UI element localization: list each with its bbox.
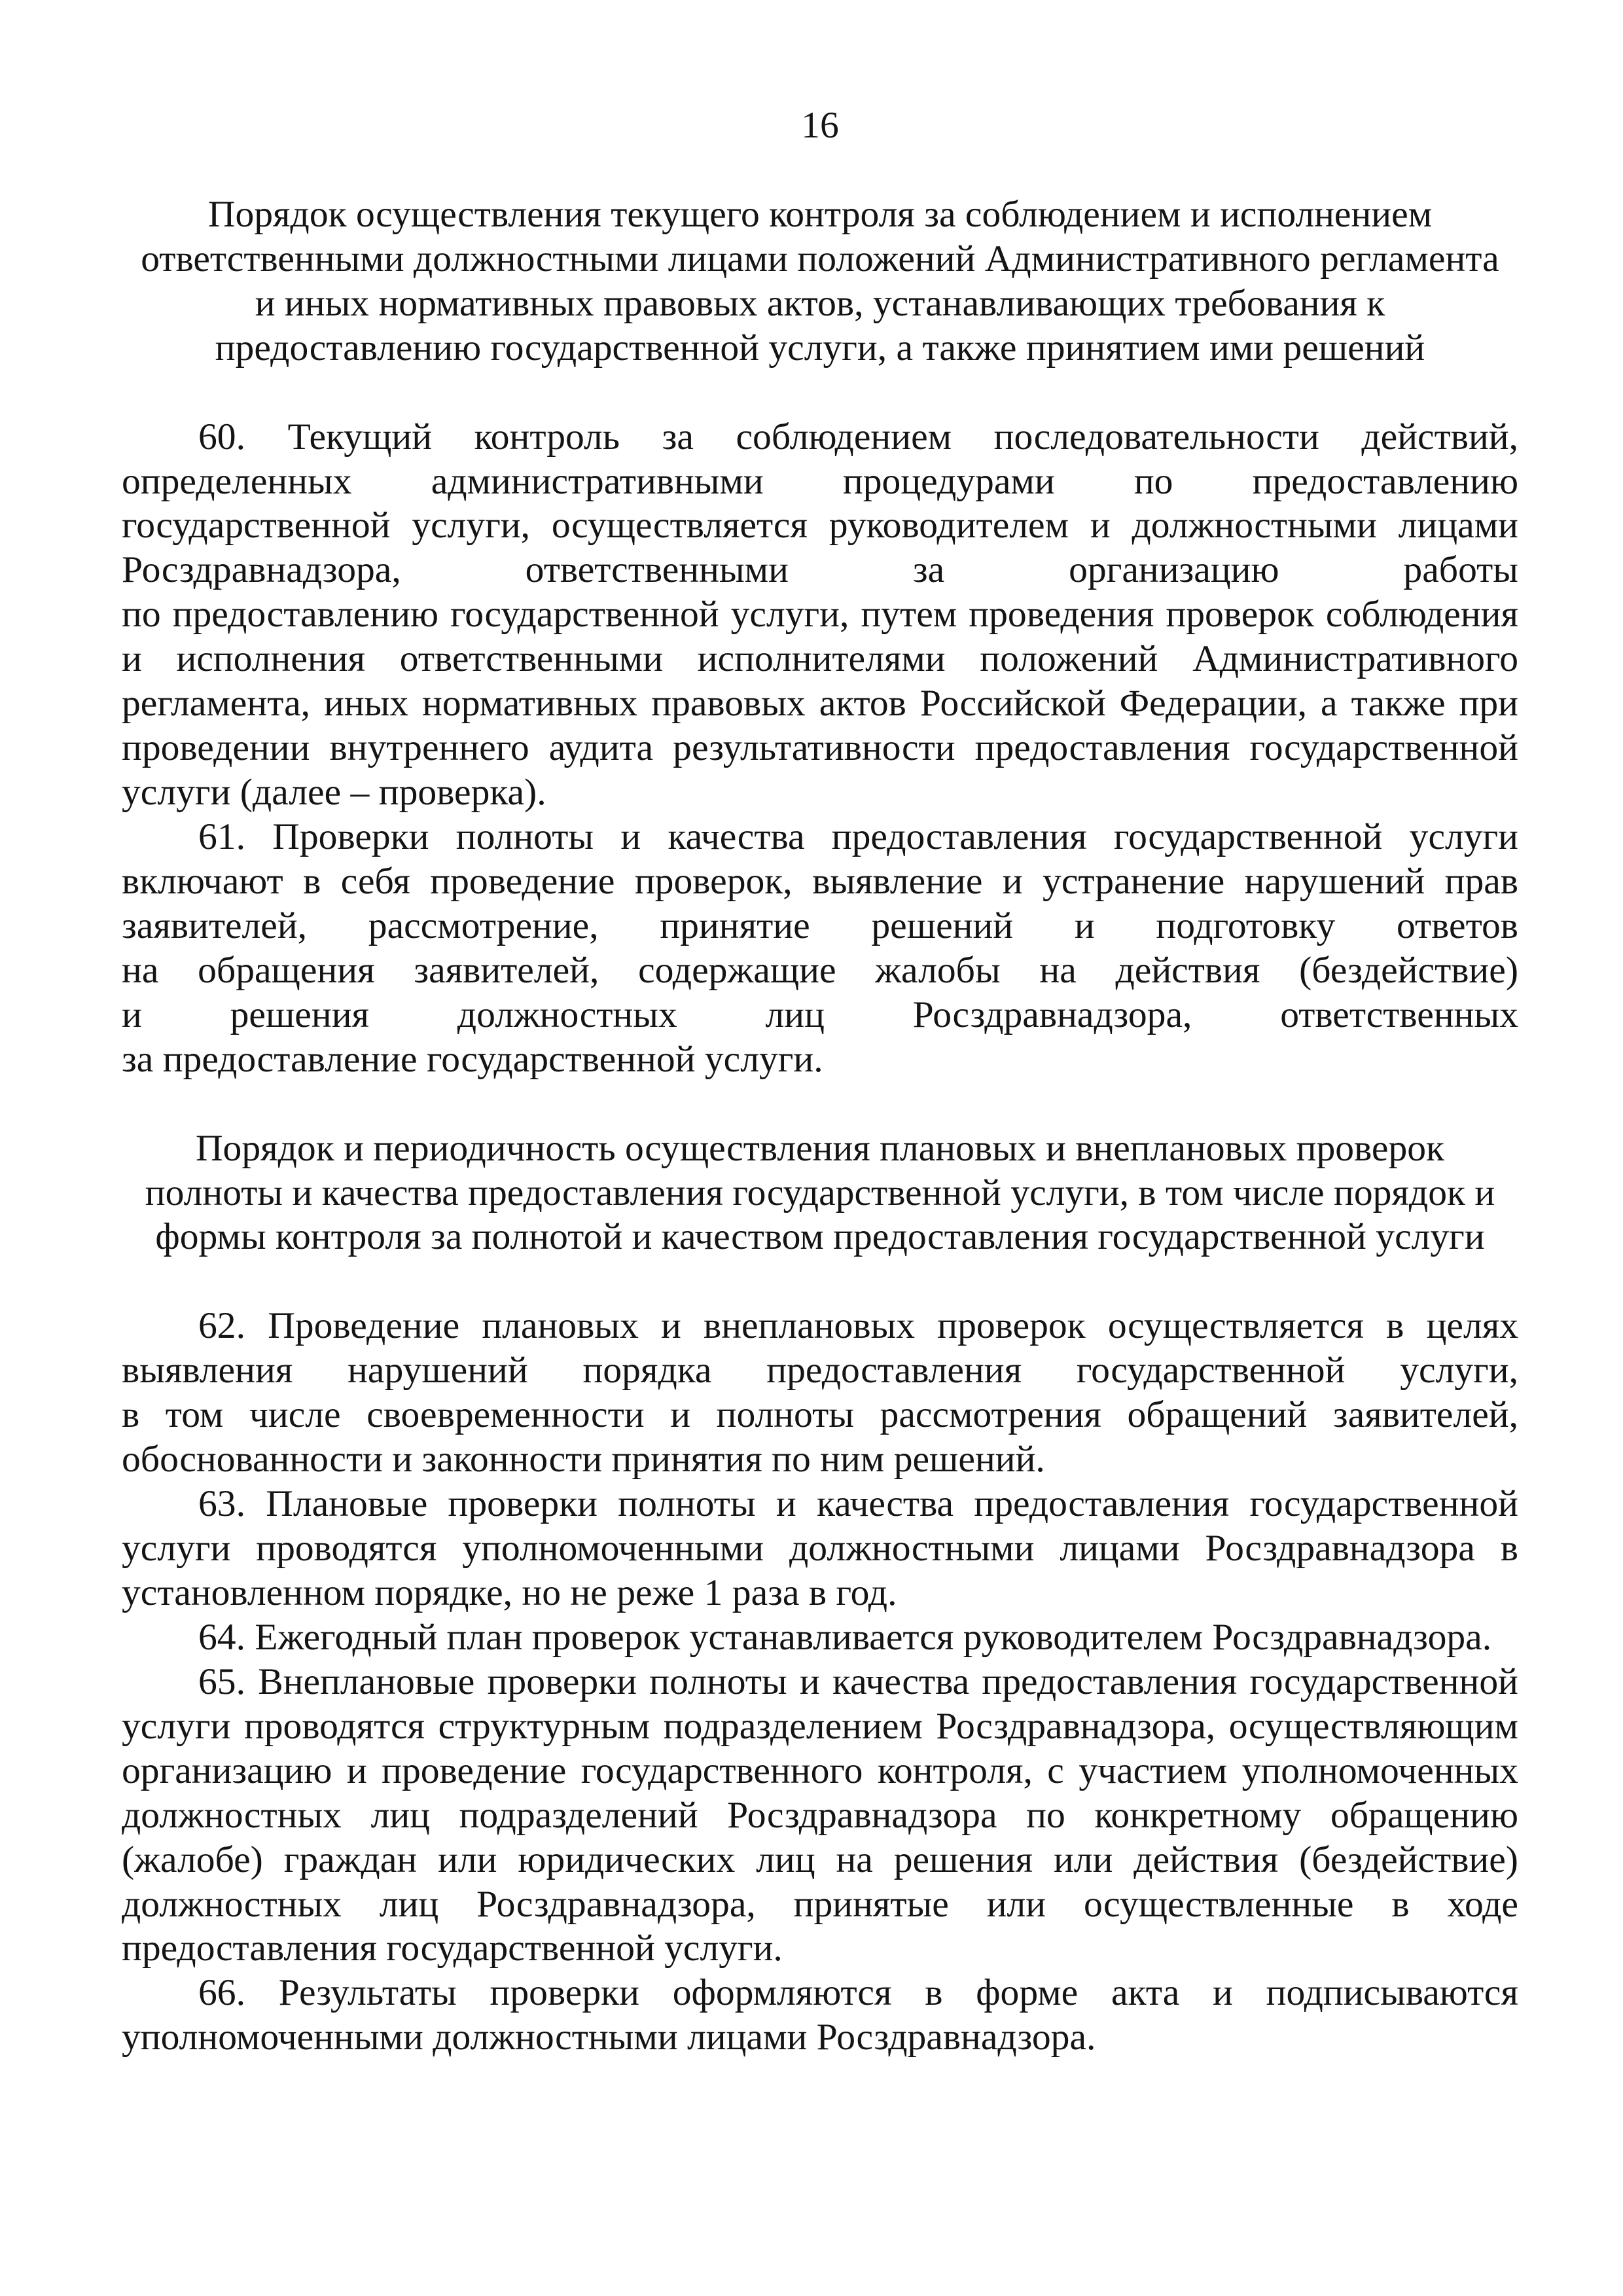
section-heading-current-control: [122, 192, 1518, 370]
paragraph-line: должностных лиц Росздравнадзора, принятые или осуществленные в ходе: [122, 1883, 1518, 1925]
paragraph-line: предоставления государственной услуги.: [122, 1928, 783, 1969]
clause-65: [122, 1660, 1518, 1971]
clause-61: [122, 815, 1518, 1082]
page-number: 16: [801, 105, 839, 146]
paragraph-line: регламента, иных нормативных правовых актов Российской Федерации, а также при: [122, 683, 1518, 725]
paragraph-line: 61. Проверки полноты и качества предоставления государственной услуги: [198, 816, 1518, 857]
paragraph-line: заявителей, рассмотрение, принятие решений и подготовку ответов: [122, 905, 1518, 946]
heading-line: Порядок осуществления текущего контроля за соблюдением и исполнением: [207, 193, 1433, 235]
paragraph-line: услуги проводятся структурным подразделением Росздравнадзора, осуществляющим: [122, 1705, 1518, 1747]
clause-62: [122, 1304, 1518, 1482]
paragraph-line: 62. Проведение плановых и внеплановых проверок осуществляется в целях: [198, 1305, 1518, 1347]
paragraph-line: по предоставлению государственной услуги, путем проведения проверок соблюдения: [122, 594, 1518, 636]
paragraph-line: обоснованности и законности принятия по ним решений.: [122, 1439, 1045, 1480]
heading-line: и иных нормативных правовых актов, устанавливающих требования к: [255, 282, 1385, 324]
paragraph-line: в том числе своевременности и полноты рассмотрения обращений заявителей,: [122, 1394, 1518, 1436]
clause-60: [122, 415, 1518, 815]
paragraph-line: включают в себя проведение проверок, выявление и устранение нарушений прав: [122, 860, 1518, 902]
paragraph-line: 63. Плановые проверки полноты и качества предоставления государственной: [198, 1483, 1518, 1525]
paragraph-line: 66. Результаты проверки оформляются в форме акта и подписываются: [198, 1972, 1518, 2014]
paragraph-line: Росздравнадзора, ответственными за организацию работы: [122, 549, 1518, 591]
clause-64: [122, 1615, 1518, 1660]
paragraph-line: государственной услуги, осуществляется руководителем и должностными лицами: [122, 505, 1518, 547]
paragraph-line: определенных административными процедурами по предоставлению: [122, 460, 1518, 502]
paragraph-line: выявления нарушений порядка предоставления государственной услуги,: [122, 1350, 1518, 1391]
paragraph-line: 60. Текущий контроль за соблюдением последовательности действий,: [198, 416, 1518, 457]
paragraph-line: организацию и проведение государственного контроля, с участием уполномоченных: [122, 1749, 1518, 1791]
document-text-block: [122, 103, 1518, 2060]
heading-line: предоставлению государственной услуги, а также принятием ими решений: [215, 327, 1425, 368]
heading-line: полноты и качества предоставления государственной услуги, в том числе порядок и: [145, 1172, 1495, 1213]
paragraph-line: услуги проводятся уполномоченными должностными лицами Росздравнадзора в: [122, 1528, 1518, 1569]
heading-line: ответственными должностными лицами положений Административного регламента: [141, 238, 1499, 279]
paragraph-line: и исполнения ответственными исполнителями положений Административного: [122, 638, 1518, 680]
paragraph-line: 64. Ежегодный план проверок устанавливается руководителем Росздравнадзора.: [198, 1616, 1492, 1658]
paragraph-line: за предоставление государственной услуги.: [122, 1038, 823, 1080]
paragraph-line: услуги (далее – проверка).: [122, 772, 546, 814]
paragraph-line: на обращения заявителей, содержащие жалобы на действия (бездействие): [122, 949, 1518, 991]
paragraph-line: должностных лиц подразделений Росздравнадзора по конкретному обращению: [122, 1794, 1518, 1836]
paragraph-line: установленном порядке, но не реже 1 раза в год.: [122, 1571, 897, 1613]
paragraph-line: проведении внутреннего аудита результативности предоставления государственной: [122, 727, 1518, 769]
clause-66: [122, 1971, 1518, 2060]
heading-line: Порядок и периодичность осуществления плановых и внеплановых проверок: [195, 1127, 1445, 1169]
heading-line: формы контроля за полнотой и качеством предоставления государственной услуги: [155, 1216, 1485, 1258]
paragraph-line: и решения должностных лиц Росздравнадзора, ответственных: [122, 994, 1518, 1035]
section-heading-planned-checks: [122, 1126, 1518, 1260]
clause-63: [122, 1482, 1518, 1615]
paragraph-line: 65. Внеплановые проверки полноты и качества предоставления государственной: [198, 1660, 1518, 1702]
paragraph-line: (жалобе) граждан или юридических лиц на решения или действия (бездействие): [122, 1839, 1518, 1880]
paragraph-line: уполномоченными должностными лицами Росздравнадзора.: [122, 2017, 1096, 2058]
